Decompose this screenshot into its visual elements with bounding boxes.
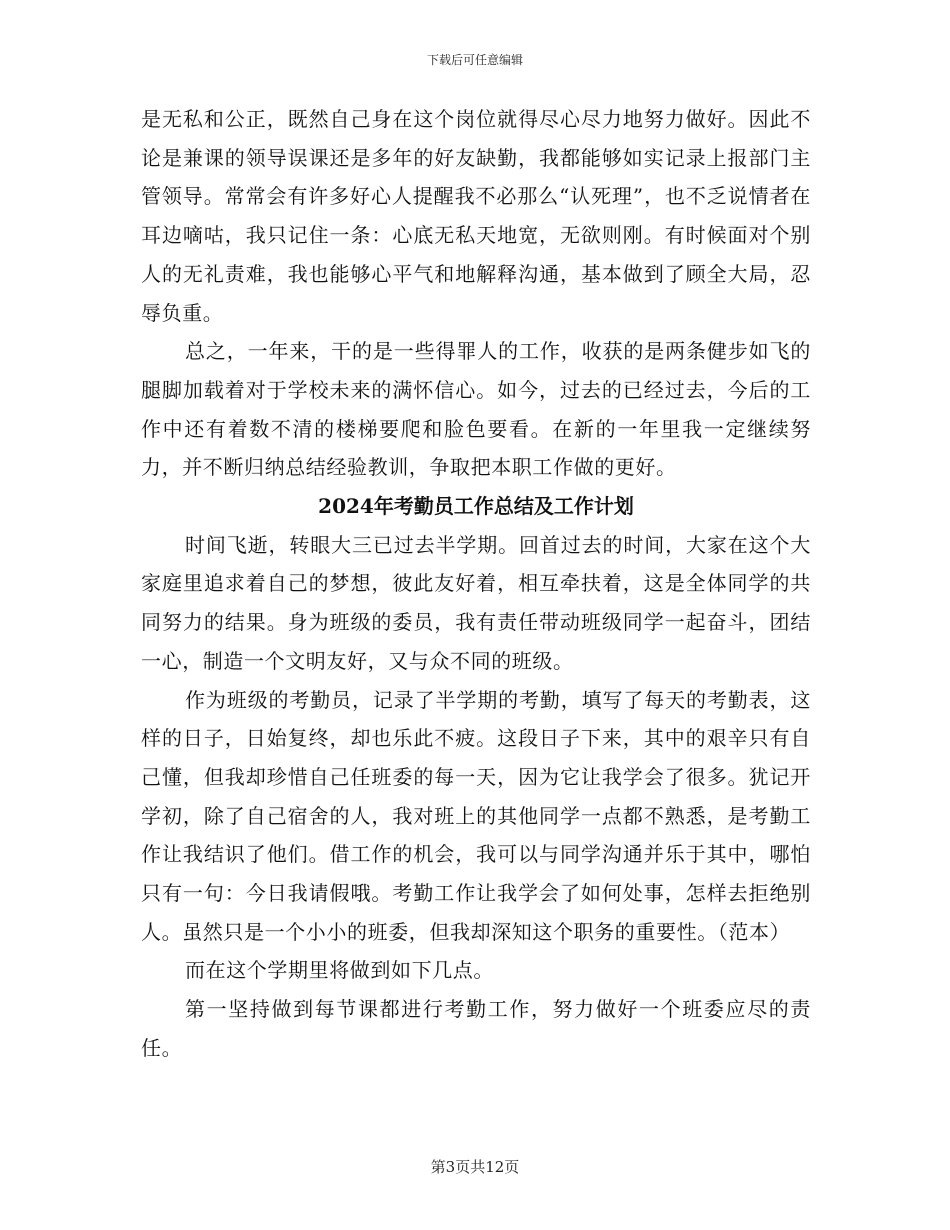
paragraph-role: 作为班级的考勤员，记录了半学期的考勤，填写了每天的考勤表，这样的日子，日始复终，却也乐此不疲。这段日子下来，其中的艰辛只有自己懂，但我却珍惜自己任班委的每一天，因为它让我学会了很多。犹记开学初，除了自己宿舍的人，我对班上的其他同学一点都不熟悉，是考勤工作让我结识了他们。借工作的机会，我可以与同学沟通并乐于其中，哪怕只有一句：今日我请假哦。考勤工作让我学会了如何处事，怎样去拒绝别人。虽然只是一个小小的班委，但我却深知这个职务的重要性。（范本） [141, 687, 811, 944]
document-body [141, 100, 811, 1068]
paragraph-summary: 总之，一年来，干的是一些得罪人的工作，收获的是两条健步如飞的腿脚加载着对于学校未来的满怀信心。如今，过去的已经过去，今后的工作中还有着数不清的楼梯要爬和脸色要看。在新的一年里我一定继续努力，并不断归纳总结经验教训，争取把本职工作做的更好。 [141, 339, 811, 480]
paragraph-intro: 时间飞逝，转眼大三已过去半学期。回首过去的时间，大家在这个大家庭里追求着自己的梦想，彼此友好着，相互牵扶着，这是全体同学的共同努力的结果。身为班级的委员，我有责任带动班级同学一起奋斗，团结一心，制造一个文明友好，又与众不同的班级。 [141, 532, 811, 673]
page-header: 下载后可任意编辑 [426, 53, 523, 67]
paragraph-plan-lead: 而在这个学期里将做到如下几点。 [185, 958, 494, 983]
paragraph-continued: 是无私和公正，既然自己身在这个岗位就得尽心尽力地努力做好。因此不论是兼课的领导误课还是多年的好友缺勤，我都能够如实记录上报部门主管领导。常常会有许多好心人提醒我不必那么“认死理”，也不乏说情者在耳边嘀咕，我只记住一条：心底无私天地宽，无欲则刚。有时候面对个别人的无礼责难，我也能够心平气和地解释沟通，基本做到了顾全大局，忍辱负重。 [141, 107, 811, 325]
page-number: 第3页共12页 [430, 1158, 520, 1176]
paragraph-plan-item-1: 第一坚持做到每节课都进行考勤工作，努力做好一个班委应尽的责任。 [141, 997, 811, 1060]
section-title: 2024年考勤员工作总结及工作计划 [318, 494, 634, 519]
